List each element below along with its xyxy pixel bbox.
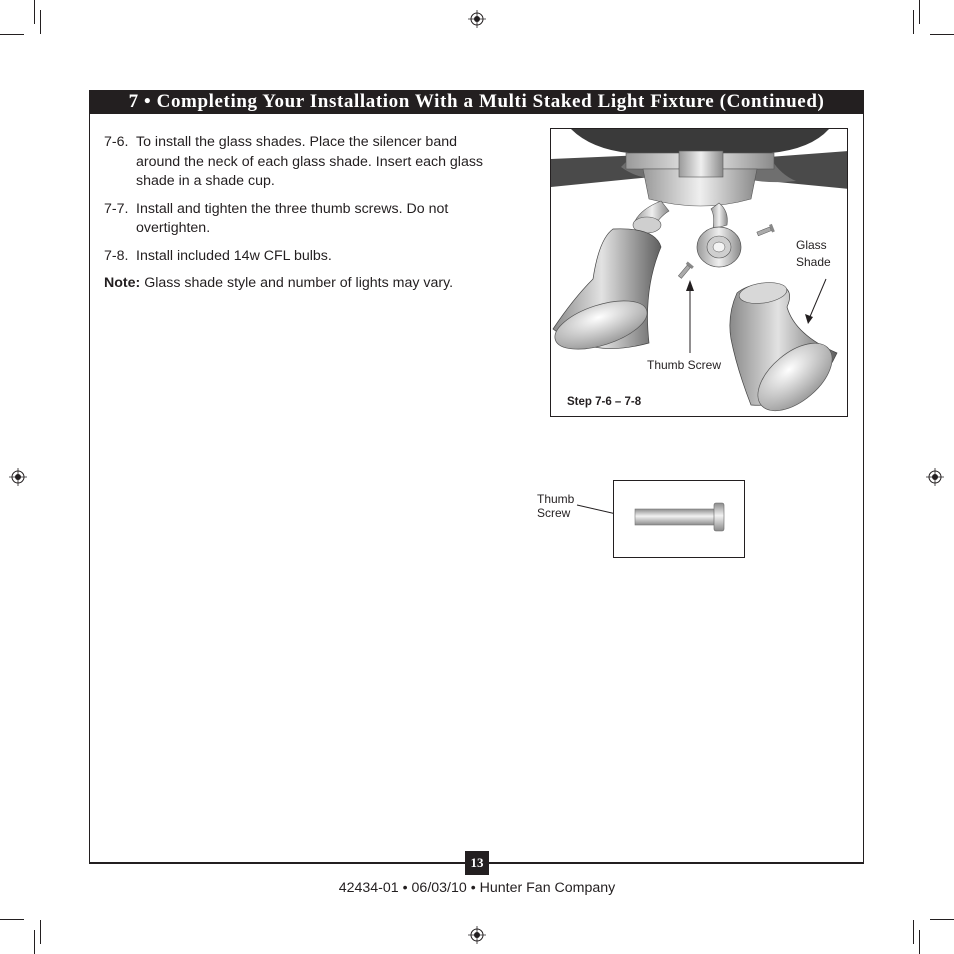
step-text: Install included 14w CFL bulbs. <box>136 247 332 264</box>
step-item <box>104 247 504 267</box>
crop-mark <box>919 930 920 954</box>
note <box>104 274 504 294</box>
step-text: To install the glass shades. Place the silencer band around the neck of each glass shade. Insert each glass shade in a shade cup. <box>136 134 484 189</box>
step-number: 7-7. <box>104 200 129 217</box>
thumb-screw-drawing <box>614 481 746 559</box>
instructions <box>104 133 504 294</box>
fixture-illustration <box>550 128 848 417</box>
registration-mark-icon <box>468 10 486 28</box>
step-item <box>104 200 504 239</box>
glass-shade-label: Glass Shade <box>796 238 831 269</box>
registration-mark-icon <box>468 926 486 944</box>
section-title: 7 • Completing Your Installation With a Multi Staked Light Fixture (Continued) <box>89 90 864 114</box>
crop-mark <box>0 34 24 35</box>
step-text: Install and tighten the three thumb screws. Do not overtighten. <box>136 200 449 236</box>
note-text: Glass shade style and number of lights may vary. <box>140 275 454 291</box>
crop-mark <box>40 920 41 944</box>
small-thumb-screw-label: Thumb Screw <box>537 492 575 520</box>
registration-mark-icon <box>926 468 944 486</box>
step-item <box>104 133 504 192</box>
crop-mark <box>919 0 920 24</box>
thumb-screw-label: Thumb Screw <box>647 358 722 372</box>
note-label: Note: <box>104 275 141 291</box>
thumb-screw-detail <box>613 480 745 558</box>
crop-mark <box>930 34 954 35</box>
crop-mark <box>913 920 914 944</box>
step-number: 7-6. <box>104 134 129 150</box>
page-number: 13 <box>465 851 489 875</box>
registration-mark-icon <box>9 468 27 486</box>
footer: 42434-01 • 06/03/10 • Hunter Fan Company <box>338 880 616 896</box>
step-number: 7-8. <box>104 247 129 264</box>
crop-mark <box>930 919 954 920</box>
crop-mark <box>34 930 35 954</box>
figure-step-label: Step 7-6 – 7-8 <box>567 396 642 408</box>
crop-mark <box>40 10 41 34</box>
crop-mark <box>913 10 914 34</box>
crop-mark <box>34 0 35 24</box>
crop-mark <box>0 919 24 920</box>
